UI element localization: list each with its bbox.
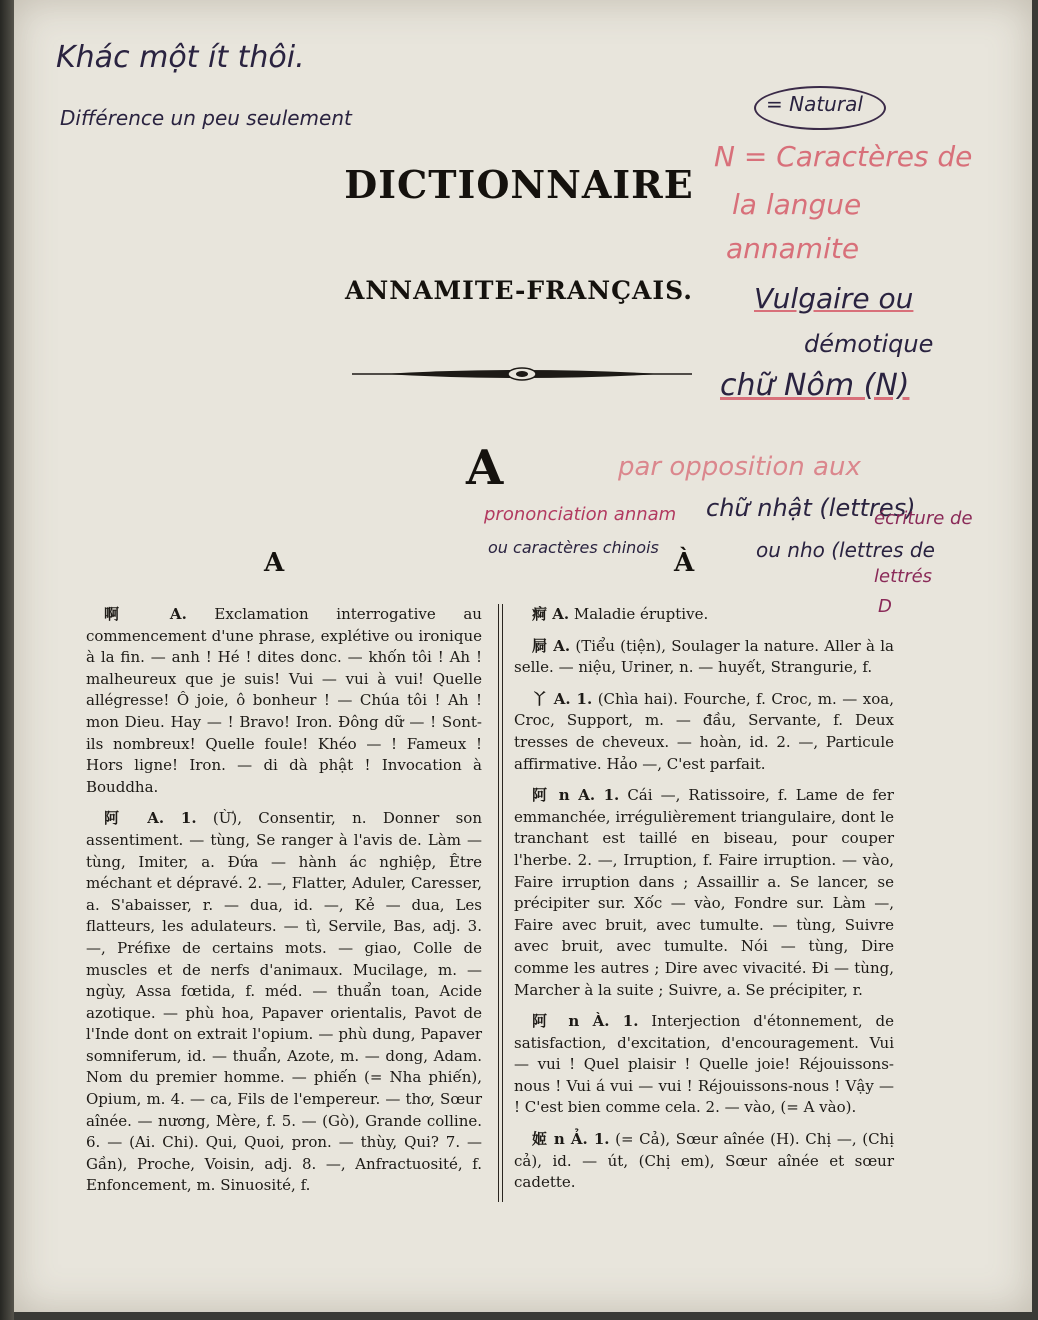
handwritten-chu-nom: chữ Nôm (N)	[720, 368, 910, 403]
red-annotation-line-3: annamite	[726, 232, 860, 265]
entry-headword: 屙 A.	[532, 636, 571, 655]
handwritten-note-vietnamese: Khác một ít thôi.	[56, 40, 305, 75]
entry	[514, 604, 894, 626]
entry	[86, 604, 482, 798]
entry-text: Cái —, Ratissoire, f. Lame de fer emmanchée, irrégulièrement triangulaire, dont le tranchant est taillé en biseau, pour couper l'herbe. 2. —, Irruption, f. Faire irruption. — vào, Faire irruption dans ; Assaillir a. Se lancer, se précipiter sur. Xốc — vào, Fondre sur. Làm —, Faire avec bruit, avec tumulte. — tùng, Suivre avec bruit, avec tumulte. Nói — tùng, Dire comme les autres ; Dire avec vivacité. Đi — tùng, Marcher à la suite ; Suivre, a. Se précipiter, r.	[514, 786, 894, 999]
entry-headword: 啊 A.	[104, 605, 187, 623]
page-subtitle: ANNAMITE-FRANÇAIS.	[345, 276, 693, 305]
entry	[514, 1129, 894, 1194]
handwritten-caracteres: ou caractères chinois	[488, 538, 659, 557]
ornamental-rule	[352, 366, 692, 382]
handwritten-ecriture: écriture de	[874, 508, 973, 529]
entry-headword: 阿 n A. 1.	[532, 786, 620, 805]
entry-text: (Chìa hai). Fourche, f. Croc, m. — xoa, Croc, Support, m. — đầu, Servante, f. Deux tresses de cheveux. — hoàn, id. 2. —, Particule affirmative. Hảo —, C'est parfait.	[514, 689, 894, 773]
column-divider	[498, 604, 503, 1202]
entry-text: (= Cả), Sœur aînée (H). Chị —, (Chị cả), id. — út, (Chị em), Sœur aînée et sœur cadette.	[514, 1130, 894, 1192]
entry	[514, 785, 894, 1001]
red-annotation-opposition: par opposition aux	[618, 452, 861, 482]
red-annotation-line-1: N = Caractères de	[714, 140, 973, 173]
entry-headword: 阿 n À. 1.	[532, 1012, 639, 1031]
entry-headword: 痾 A.	[532, 605, 570, 623]
red-annotation-line-2: la langue	[732, 188, 862, 221]
section-letter-large: A	[466, 440, 504, 496]
entry-text: (Ừ), Consentir, n. Donner son assentiment. — tùng, Se ranger à l'avis de. Làm — tùng, Imiter, a. Đứa — hành ác nghiệp, Être méchant et dépravé. 2. —, Flatter, Aduler, Caresser, a. S'abaisser, r. — dua, id. —, Kẻ — dua, Les flatteurs, les adulateurs. — tì, Servile, Bas, adj. 3. —, Préfixe de certains mots. — giao, Colle de muscles et de nerfs d'animaux. Mucilage, m. — ngùy, Assa fœtida, f. méd. — thuẩn toan, Acide azotique. — phù hoa, Papaver orientalis, Pavot de l'Inde dont on extrait l'opium. — phù dung, Papaver somniferum, id. — thuẩn, Azote, m. — dong, Adam. Nom du premier homme. — phiến (= Nha phiến), Opium, m. 4. — ca, Fils de l'empereur. — thơ, Sœur aînée. — nương, Mère, f. 5. — (Gò), Grande colline. 6. — (Ai. Chi). Qui, Quoi, pron. — thùy, Qui? 7. — Gần), Proche, Voisin, adj. 8. —, Anfractuosité, f. Enfoncement, m. Sinuosité, f.	[86, 809, 482, 1195]
red-annotation-line-5: démotique	[804, 330, 934, 358]
section-letter-right: À	[674, 548, 695, 578]
red-annotation-line-4: Vulgaire ou	[754, 282, 914, 315]
entry-text: Exclamation interrogative au commencement d'une phrase, explétive ou ironique à la fin. — anh ! Hé ! dites donc. — khốn tôi ! Ah ! malheureux que je suis! Vui — vui à vui! Quelle allégresse! Ô joie, ô bonheur ! — Chúa tôi ! Ah ! mon Dieu. Hay — ! Bravo! Iron. Đông dữ — ! Sont-ils nombreux! Quelle foule! Khéo — ! Fameux ! Hors ligne! Iron. — di dà phật ! Invocation à Bouddha.	[86, 605, 482, 796]
entry-headword: 丫 A. 1.	[532, 689, 593, 708]
book-spine	[0, 0, 14, 1320]
handwritten-lettres: lettrés	[874, 566, 933, 587]
red-annotation-prononciation: prononciation annam	[484, 504, 677, 525]
entry-text: (Tiểu (tiện), Soulager la nature. Aller à la selle. — niệu, Uriner, n. — huyết, Strangurie, f.	[514, 636, 894, 677]
handwritten-ou-nho: ou nho (lettres de	[756, 538, 935, 562]
handwritten-note-french: Différence un peu seulement	[60, 106, 352, 130]
entry	[514, 636, 894, 679]
entry-text: Maladie éruptive.	[573, 605, 709, 623]
section-letter-left: A	[264, 548, 285, 578]
right-column	[514, 604, 894, 1204]
page-title: DICTIONNAIRE	[344, 162, 694, 207]
dictionary-page	[14, 0, 1032, 1312]
entry	[86, 808, 482, 1197]
handwritten-d: D	[878, 596, 892, 617]
entry-headword: 阿 A. 1.	[104, 809, 197, 828]
entry-text: Interjection d'étonnement, de satisfaction, d'excitation, d'encouragement. Vui — vui ! Quel plaisir ! Quelle joie! Réjouissons-nous ! Vui á vui — vui ! Réjouissons-nous ! Vậy — ! C'est bien comme cela. 2. — vào, (= A vào).	[514, 1012, 895, 1117]
entry	[514, 1011, 894, 1119]
left-column	[86, 604, 482, 1207]
entry-headword: 姬 n Ả. 1.	[532, 1130, 610, 1149]
handwritten-note-natural: = Natural	[766, 92, 863, 116]
handwritten-chu-nhat: chữ nhật (lettres)	[706, 494, 916, 522]
entry	[514, 689, 894, 775]
